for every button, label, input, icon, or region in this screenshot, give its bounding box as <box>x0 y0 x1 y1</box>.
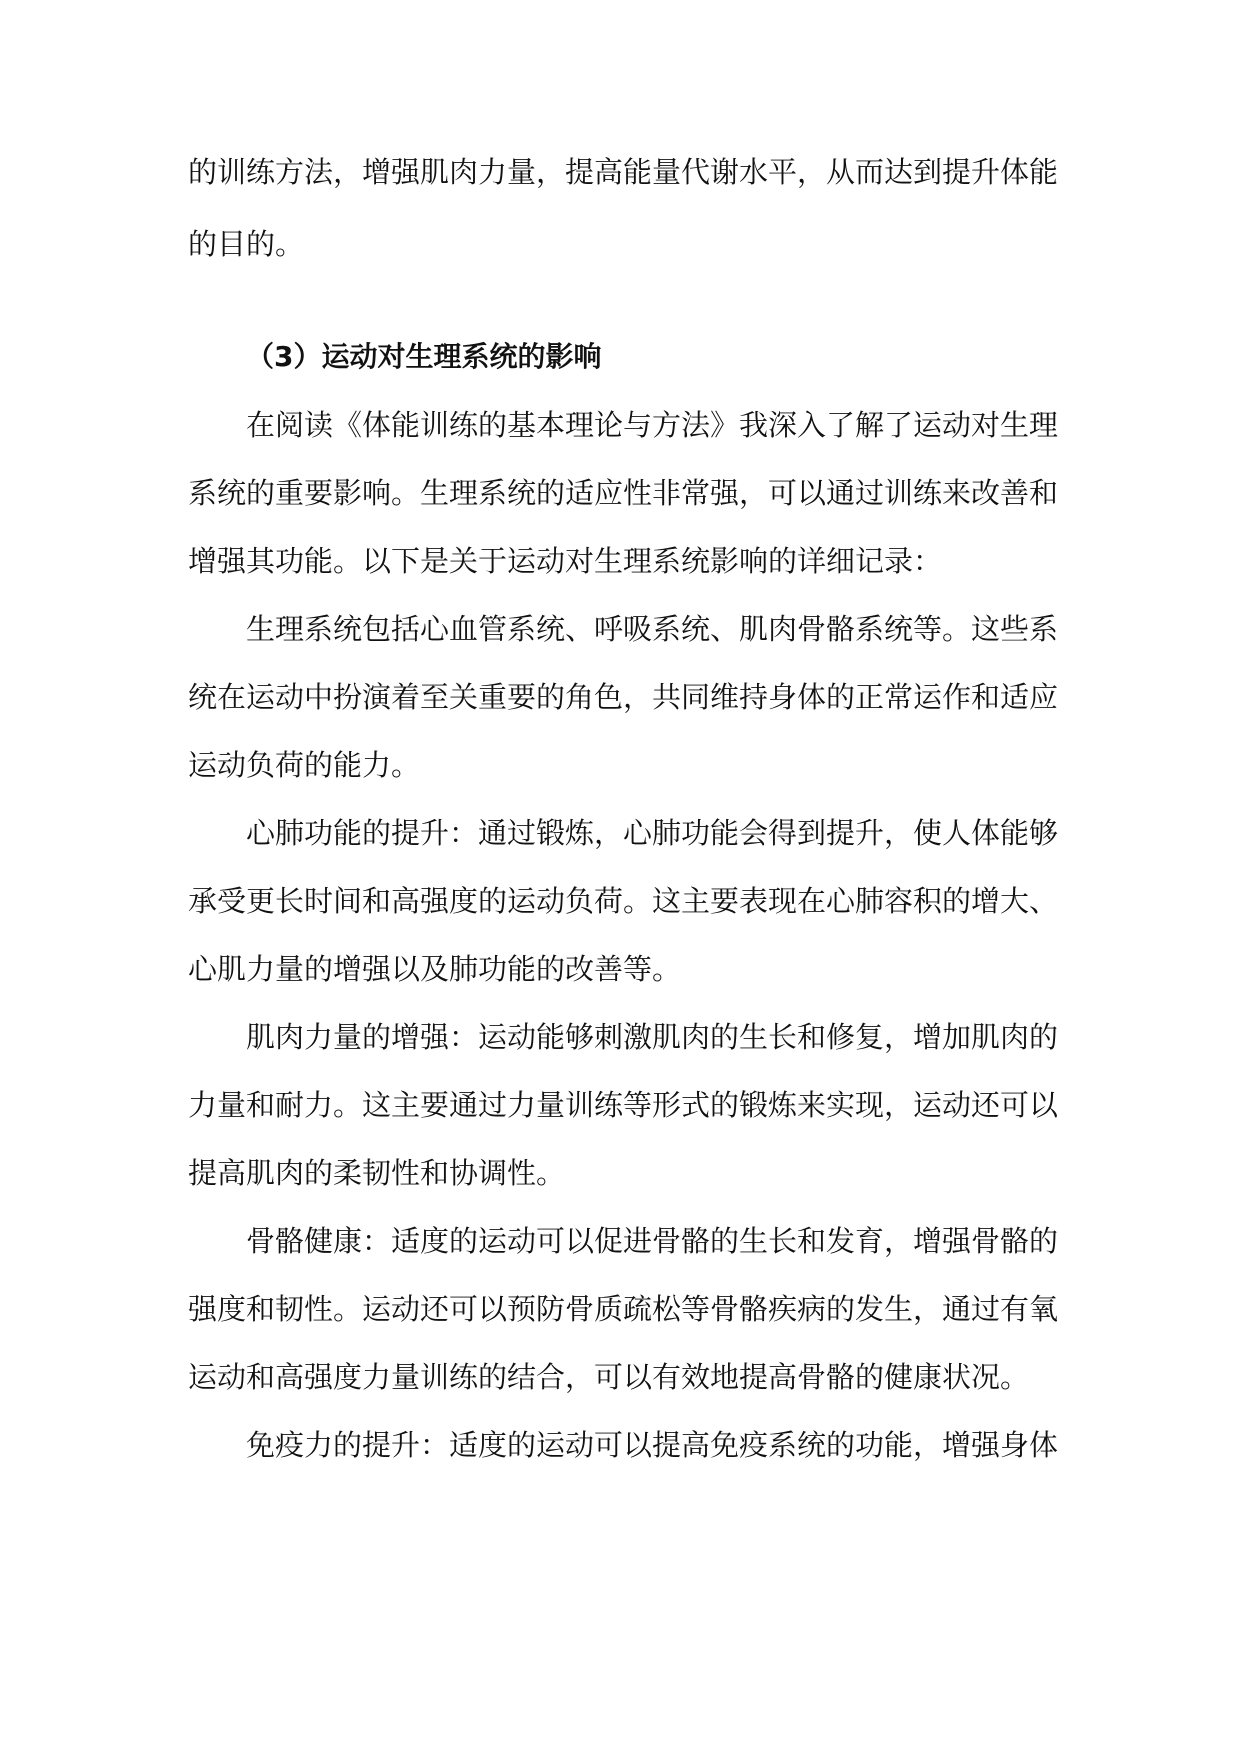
text-line: 统在运动中扮演着至关重要的角色，共同维持身体的正常运作和适应 <box>188 680 1059 714</box>
paragraph-line: 在阅读《体能训练的基本理论与方法》我深入了解了运动对生理 <box>246 408 1059 442</box>
text-line: 心肌力量的增强以及肺功能的改善等。 <box>188 952 682 986</box>
text-line: 提高肌肉的柔韧性和协调性。 <box>188 1156 566 1190</box>
text-line: 的训练方法，增强肌肉力量，提高能量代谢水平，从而达到提升体能 <box>188 155 1059 189</box>
text-line: 强度和韧性。运动还可以预防骨质疏松等骨骼疾病的发生，通过有氧 <box>188 1292 1059 1326</box>
paragraph-line: 骨骼健康：适度的运动可以促进骨骼的生长和发育，增强骨骼的 <box>246 1224 1059 1258</box>
text-line: 运动负荷的能力。 <box>188 748 421 782</box>
text-line: 承受更长时间和高强度的运动负荷。这主要表现在心肺容积的增大、 <box>188 884 1059 918</box>
paragraph-line: 生理系统包括心血管系统、呼吸系统、肌肉骨骼系统等。这些系 <box>246 612 1059 646</box>
paragraph-line: 肌肉力量的增强：运动能够刺激肌肉的生长和修复，增加肌肉的 <box>246 1020 1059 1054</box>
text-line: 的目的。 <box>188 227 305 261</box>
section-heading: （3）运动对生理系统的影响 <box>246 340 602 373</box>
text-line: 力量和耐力。这主要通过力量训练等形式的锻炼来实现，运动还可以 <box>188 1088 1059 1122</box>
paragraph-line: 心肺功能的提升：通过锻炼，心肺功能会得到提升，使人体能够 <box>246 816 1059 850</box>
text-line: 系统的重要影响。生理系统的适应性非常强，可以通过训练来改善和 <box>188 476 1059 510</box>
text-line: 运动和高强度力量训练的结合，可以有效地提高骨骼的健康状况。 <box>188 1360 1030 1394</box>
text-line: 增强其功能。以下是关于运动对生理系统影响的详细记录： <box>188 544 943 578</box>
paragraph-line: 免疫力的提升：适度的运动可以提高免疫系统的功能，增强身体 <box>246 1428 1059 1462</box>
